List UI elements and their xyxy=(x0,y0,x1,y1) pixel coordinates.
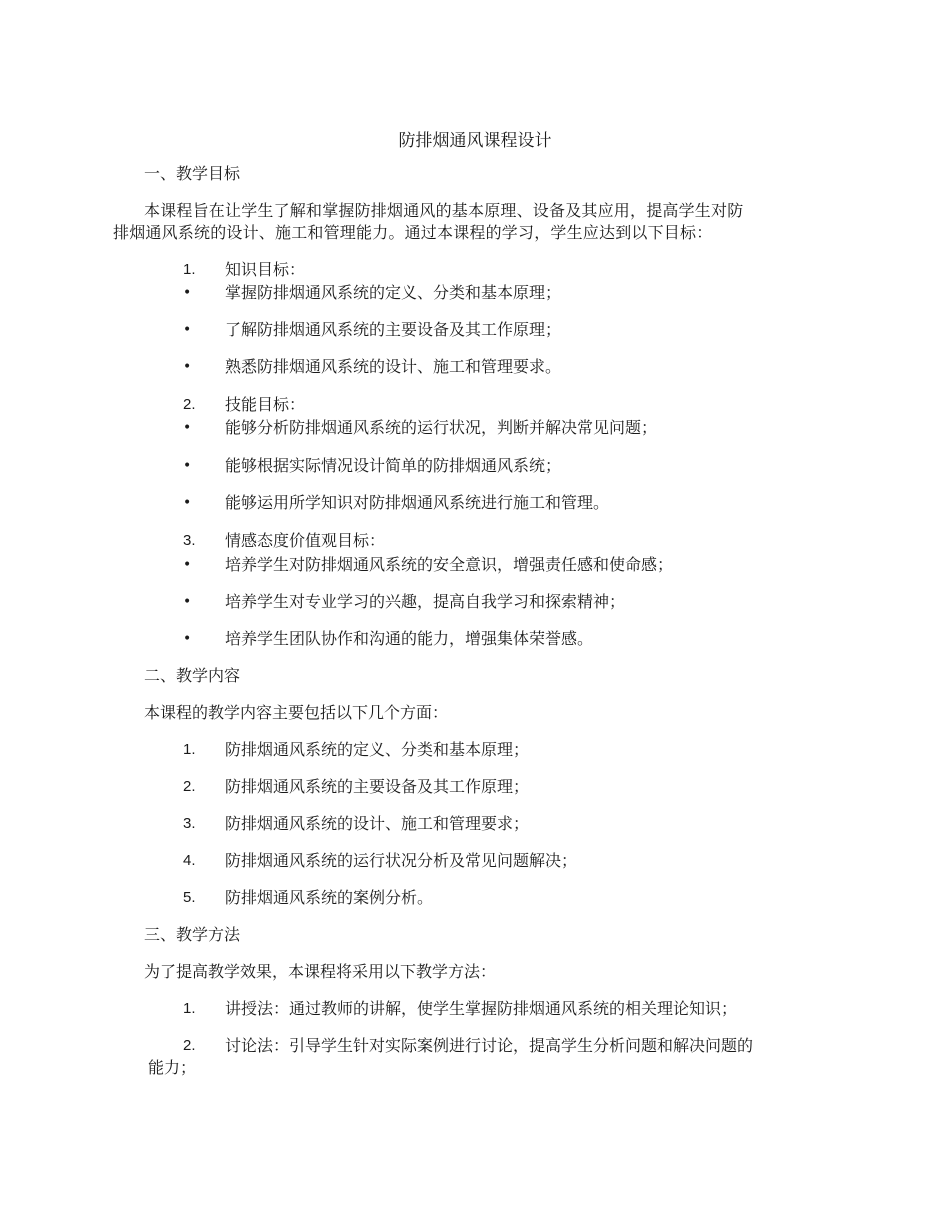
list-item: 情感态度价值观目标： xyxy=(225,531,386,550)
list-item: 熟悉防排烟通风系统的设计、施工和管理要求。 xyxy=(225,357,562,376)
list-number: 1. xyxy=(183,741,196,758)
list-number: 1. xyxy=(183,261,196,278)
bullet-icon: • xyxy=(183,322,192,338)
list-number: 3. xyxy=(183,815,196,832)
bullet-icon: • xyxy=(183,495,192,511)
list-number: 2. xyxy=(183,1037,196,1054)
paragraph-line: 本课程旨在让学生了解和掌握防排烟通风的基本原理、设备及其应用，提高学生对防 xyxy=(144,201,744,220)
list-number: 3. xyxy=(183,532,196,549)
list-item: 讨论法：引导学生针对实际案例进行讨论，提高学生分析问题和解决问题的 xyxy=(225,1036,754,1055)
list-item: 防排烟通风系统的主要设备及其工作原理； xyxy=(225,777,530,796)
list-item: 防排烟通风系统的运行状况分析及常见问题解决； xyxy=(225,851,578,870)
list-item: 防排烟通风系统的定义、分类和基本原理； xyxy=(225,740,530,759)
section-heading-content: 二、教学内容 xyxy=(144,666,241,685)
bullet-icon: • xyxy=(183,594,192,610)
list-item: 了解防排烟通风系统的主要设备及其工作原理； xyxy=(225,320,562,339)
list-item: 培养学生对专业学习的兴趣，提高自我学习和探索精神； xyxy=(225,592,626,611)
list-item: 掌握防排烟通风系统的定义、分类和基本原理； xyxy=(225,283,562,302)
list-number: 4. xyxy=(183,852,196,869)
bullet-icon: • xyxy=(183,359,192,375)
paragraph-line: 本课程的教学内容主要包括以下几个方面： xyxy=(144,703,449,722)
paragraph-line: 为了提高教学效果，本课程将采用以下教学方法： xyxy=(144,962,497,981)
list-item: 防排烟通风系统的设计、施工和管理要求； xyxy=(225,814,530,833)
bullet-icon: • xyxy=(183,420,192,436)
section-heading-goals: 一、教学目标 xyxy=(144,164,241,183)
list-item: 知识目标： xyxy=(225,260,306,279)
bullet-icon: • xyxy=(183,458,192,474)
bullet-icon: • xyxy=(183,557,192,573)
list-item: 防排烟通风系统的案例分析。 xyxy=(225,888,434,907)
section-heading-methods: 三、教学方法 xyxy=(144,925,241,944)
list-item: 培养学生对防排烟通风系统的安全意识，增强责任感和使命感； xyxy=(225,555,674,574)
list-item: 能够分析防排烟通风系统的运行状况，判断并解决常见问题； xyxy=(225,418,658,437)
bullet-icon: • xyxy=(183,285,192,301)
list-item: 讲授法：通过教师的讲解，使学生掌握防排烟通风系统的相关理论知识； xyxy=(225,999,738,1018)
list-number: 1. xyxy=(183,1000,196,1017)
paragraph-line: 排烟通风系统的设计、施工和管理能力。通过本课程的学习，学生应达到以下目标： xyxy=(113,223,713,242)
bullet-icon: • xyxy=(183,631,192,647)
list-item: 能够根据实际情况设计简单的防排烟通风系统； xyxy=(225,456,562,475)
list-number: 2. xyxy=(183,778,196,795)
document-title: 防排烟通风课程设计 xyxy=(398,131,552,151)
list-item-continuation: 能力； xyxy=(148,1058,197,1077)
list-item: 技能目标： xyxy=(225,395,306,414)
list-item: 能够运用所学知识对防排烟通风系统进行施工和管理。 xyxy=(225,493,610,512)
list-number: 2. xyxy=(183,396,196,413)
list-number: 5. xyxy=(183,889,196,906)
list-item: 培养学生团队协作和沟通的能力，增强集体荣誉感。 xyxy=(225,629,594,648)
